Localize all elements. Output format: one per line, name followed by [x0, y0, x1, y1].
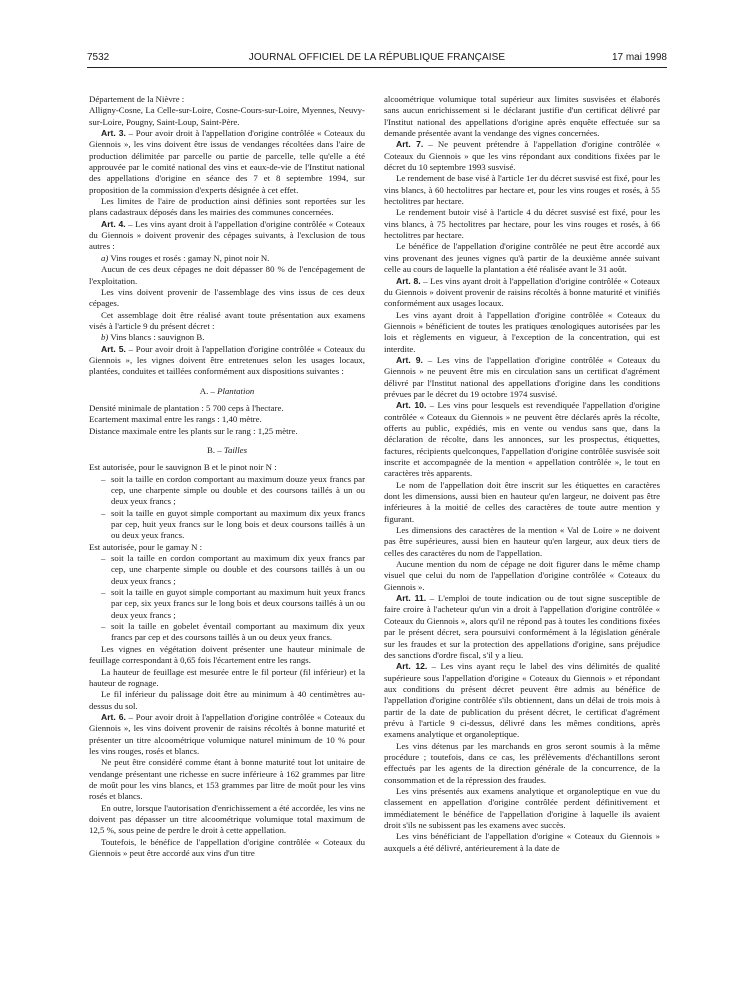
paragraph-text: Ecartement maximal entre les rangs : 1,40 mètre. — [89, 414, 262, 425]
paragraph — [384, 207, 660, 241]
paragraph — [89, 264, 365, 287]
paragraph — [384, 831, 660, 854]
paragraph-text: Le rendement butoir visé à l'article 4 du décret susvisé est fixé, pour les vins blancs, à 75 hectolitres par hectare, pour les vins rouges et rosés, à 66 hectolitres par hectare. — [384, 207, 660, 241]
article-paragraph — [384, 355, 660, 400]
paragraph — [89, 196, 365, 219]
paragraph — [384, 741, 660, 786]
dash-list-item — [89, 587, 365, 621]
paragraph — [89, 757, 365, 802]
article-paragraph — [384, 276, 660, 310]
section-heading — [89, 445, 365, 456]
paragraph — [89, 105, 365, 128]
paragraph-text: Densité minimale de plantation : 5 700 ceps à l'hectare. — [89, 402, 284, 413]
paragraph-text: Les limites de l'aire de production ainsi définies sont reportées sur les plans cadastraux déposés dans les mairies des communes concernées. — [89, 196, 365, 218]
paragraph — [89, 837, 365, 860]
paragraph-text: – Les vins pour lesquels est revendiquée l'appellation d'origine contrôlée « Coteaux du Giennois » ne peuvent être déclarés après la récolte, offerts au public, expédiés, mis en vente ou vendus sans que, dans la déclaration de récolte, dans les annonces, sur les prospectus, étiquettes, factures, récipients quelconques, l'appellation d'origine contrôlée susvisée soit inscrite et accompagnée de la mention « appellation contrôlée », le tout en caractères très apparents. — [384, 400, 660, 479]
heading-text: Plantation — [217, 385, 255, 396]
heading-prefix: A. – — [199, 385, 218, 396]
journal-title: JOURNAL OFFICIEL DE LA RÉPUBLIQUE FRANÇAISE — [248, 52, 506, 63]
paragraph-text: Le nom de l'appellation doit être inscrit sur les étiquettes en caractères dont les dimensions, aussi bien en hauteur qu'en largeur, ne doivent pas être inférieures à la moitié de celles des caractères de toute autre mention y figurant. — [384, 479, 660, 524]
article-paragraph — [384, 139, 660, 173]
article-paragraph — [89, 712, 365, 757]
paragraph-text: Aucune mention du nom de cépage ne doit figurer dans le même champ visuel que celui du nom de l'appellation d'origine contrôlée « Coteaux du Giennois ». — [384, 559, 660, 592]
paragraph-text: Aucun de ces deux cépages ne doit dépasser 80 % de l'encépagement de l'exploitation. — [89, 264, 365, 286]
paragraph — [89, 667, 365, 690]
paragraph-text: Vins blancs : sauvignon B. — [108, 332, 205, 343]
section-heading — [89, 386, 365, 397]
paragraph-text: Les dimensions des caractères de la mention « Val de Loire » ne doivent pas être supérieures, aussi bien en hauteur qu'en largeur, aux deux tiers de celles des caractères du nom de l'appellation. — [384, 525, 660, 558]
paragraph-text: La hauteur de feuillage est mesurée entre le fil porteur (fil inférieur) et la hauteur de rognage. — [89, 666, 365, 688]
paragraph-text: Ne peut être considéré comme étant à bonne maturité tout lot unitaire de vendange présentant une richesse en sucre inférieure à 162 grammes par litre de moût pour les vins blancs, et 153 grammes par litre de moût pour les vins rosés et blancs. — [89, 757, 365, 802]
paragraph-text: – Ne peuvent prétendre à l'appellation d'origine contrôlée « Coteaux du Giennois » que les vins répondant aux conditions fixées par le décret du 10 septembre 1993 susvisé. — [384, 139, 660, 173]
paragraph-text: – Les vins ayant reçu le label des vins délimités de qualité supérieure sous l'appellation d'origine « Coteaux du Giennois » et répondant aux conditions du présent décret peuvent être admis au bénéfice de l'appellation d'origine contrôlée s'ils obtiennent, dans un délai de trois mois à partir de la date de publication du présent décret, le certificat d'agrément prévu à l'article 9 ci-dessus, délivré dans les mêmes conditions, après examens analytique et organoleptique. — [384, 661, 660, 740]
article-paragraph — [89, 219, 365, 253]
article-paragraph — [384, 593, 660, 661]
paragraph — [384, 559, 660, 593]
paragraph-text: – Pour avoir droit à l'appellation d'origine contrôlée « Coteaux du Giennois », les vignes doivent être entretenues selon les usages locaux, plantées, conduites et taillées conformément aux dispositions suivantes : — [89, 343, 365, 377]
paragraph — [89, 287, 365, 310]
paragraph — [89, 94, 365, 105]
article-number: Art. 5. — [101, 343, 126, 354]
dash-list-item — [89, 553, 365, 587]
paragraph-text: Les vins bénéficiant de l'appellation d'origine « Coteaux du Giennois » auxquels a été délivré, antérieurement à la date de — [384, 831, 660, 853]
paragraph-text: – Les vins ayant droit à l'appellation d'origine contrôlée « Coteaux du Giennois » doivent provenir des cépages suivants, à l'exclusion de tous autres : — [89, 218, 366, 252]
paragraph-text: soit la taille en cordon comportant au maximum douze yeux francs par cep, une charpente simple ou double et des coursons taillés à un ou deux yeux francs ; — [111, 473, 365, 507]
paragraph-text: soit la taille en gobelet éventail comportant au maximum dix yeux francs par cep et des coursons taillés à un ou deux yeux francs. — [111, 621, 365, 643]
paragraph-text: Toutefois, le bénéfice de l'appellation d'origine contrôlée « Coteaux du Giennois » peut être accordé aux vins d'un titre — [89, 836, 365, 858]
article-number: Art. 9. — [396, 354, 423, 365]
article-paragraph — [384, 661, 660, 740]
page-header — [87, 52, 667, 66]
paragraph-text: – L'emploi de toute indication ou de tout signe susceptible de faire croire à l'acheteur qu'un vin a droit à l'appellation d'origine contrôlée « Coteaux du Giennois », alors qu'il ne répond pas à toutes les conditions fixées par le présent décret, sera poursuivi conformément à la législation générale sur les fraudes et sur la protection des appellations d'origine, sans préjudice des sanctions d'ordre fiscal, s'il y a lieu. — [384, 593, 660, 660]
paragraph — [384, 525, 660, 559]
article-number: Art. 7. — [396, 139, 424, 150]
heading-text: Tailles — [223, 444, 248, 455]
paragraph — [89, 462, 365, 473]
paragraph — [89, 426, 365, 437]
right-column — [384, 94, 660, 854]
paragraph — [384, 173, 660, 207]
list-marker: b) — [101, 332, 109, 343]
paragraph-text: Les vins détenus par les marchands en gros seront soumis à la même procédure ; toutefois, dans ce cas, les prélèvements d'échantillons seront effectués par les agents de la direction générale de la concurrence, de la consommation et de la répression des fraudes. — [384, 740, 660, 785]
paragraph — [89, 644, 365, 667]
paragraph-text: Les vignes en végétation doivent présenter une hauteur minimale de feuillage correspondant à 0,65 fois l'écartement entre les rangs. — [89, 643, 365, 666]
paragraph — [384, 241, 660, 275]
paragraph-text: Les vins présentés aux examens analytique et organoleptique en vue du classement en appellation d'origine contrôlée perdent définitivement et immédiatement le bénéfice de l'appellation d'origine à laquelle ils avaient droit s'ils ne subissent pas les examens avec succès. — [384, 785, 660, 830]
paragraph-text: soit la taille en guyot simple comportant au maximum dix yeux francs par cep, huit yeux francs sur le long bois et deux coursons taillés à un ou deux yeux francs. — [111, 507, 365, 541]
paragraph-text: Le bénéfice de l'appellation d'origine contrôlée ne peut être accordé aux vins provenant des jeunes vignes qu'à partir de la deuxième année suivant celle au cours de laquelle la plantation a été réalisée avant le 31 août. — [384, 241, 660, 275]
article-paragraph — [89, 344, 365, 378]
paragraph-text: – Pour avoir droit à l'appellation d'origine contrôlée « Coteaux du Giennois », les vins doivent provenir de raisins récoltés à bonne maturité et présenter un titre alcoométrique volumique naturel minimum de 10 % pour les vins rouges, rosés et blancs. — [89, 711, 365, 756]
paragraph-text: Vins rouges et rosés : gamay N, pinot noir N. — [108, 252, 270, 263]
paragraph-text: – Pour avoir droit à l'appellation d'origine contrôlée « Coteaux du Giennois », les vins doivent être issus de vendanges récoltées dans l'aire de production délimitée par parcelle ou partie de parcelle, telle qu'elle a été approuvée par le comité national des vins et eaux-de-vie de l'Institut national des appellations d'origine en séance des 7 et 8 septembre 1994, sur proposition de la commission d'experts désignée à cet effet. — [89, 128, 365, 195]
paragraph — [89, 310, 365, 333]
paragraph — [89, 689, 365, 712]
paragraph — [384, 480, 660, 525]
paragraph-text: Les vins doivent provenir de l'assemblage des vins issus de ces deux cépages. — [89, 286, 365, 309]
paragraph-text: soit la taille en guyot simple comportant au maximum huit yeux francs par cep, six yeux francs sur le long bois et deux coursons taillés à un ou deux yeux francs ; — [111, 587, 365, 620]
dash-list-item — [89, 508, 365, 542]
article-paragraph — [384, 400, 660, 479]
list-item — [89, 332, 365, 343]
paragraph — [89, 803, 365, 837]
article-paragraph — [89, 128, 365, 196]
list-marker: a) — [101, 252, 109, 263]
paragraph — [89, 414, 365, 425]
paragraph-text: – Les vins ayant droit à l'appellation d'origine contrôlée « Coteaux du Giennois » doivent provenir de raisins récoltés à bonne maturité et vinifiés conformément aux usages locaux. — [384, 275, 661, 309]
paragraph-text: – Les vins de l'appellation d'origine contrôlée « Coteaux du Giennois » ne peuvent être mis en circulation sans un certificat d'agrément délivré par l'Institut national des appellations d'origine dans les conditions prévues par le décret du 19 octobre 1974 susvisé. — [384, 354, 661, 399]
issue-date: 17 mai 1998 — [611, 52, 667, 63]
paragraph-text: Alligny-Cosne, La Celle-sur-Loire, Cosne-Cours-sur-Loire, Myennes, Neuvy-sur-Loire, Pougny, Saint-Loup, Saint-Père. — [89, 105, 365, 127]
article-number: Art. 11. — [396, 593, 427, 604]
paragraph — [384, 310, 660, 355]
paragraph-text: Département de la Nièvre : — [89, 94, 185, 104]
paragraph-text: Est autorisée, pour le sauvignon B et le pinot noir N : — [89, 462, 277, 473]
paragraph-text: Est autorisée, pour le gamay N : — [89, 541, 203, 552]
heading-prefix: B. – — [206, 444, 224, 455]
article-number: Art. 8. — [396, 275, 421, 286]
paragraph — [384, 786, 660, 831]
list-item — [89, 253, 365, 264]
article-number: Art. 6. — [101, 711, 126, 722]
paragraph-text: Le rendement de base visé à l'article 1er du décret susvisé est fixé, pour les vins blancs, à 60 hectolitres par hectare et, pour les vins rouges et rosés, à 55 hectolitres par hectare. — [384, 173, 660, 207]
paragraph-text: alcoométrique volumique total supérieur aux limites susvisées et élaborés sans aucun enrichissement si le déclarant justifie d'un certificat délivré par l'Institut national des appellations d'origine après enquête effectuée sur sa demande présentée avant la vendange des vignes concernées. — [384, 94, 660, 139]
paragraph-text: Distance maximale entre les plants sur le rang : 1,25 mètre. — [89, 425, 298, 436]
paragraph — [384, 94, 660, 139]
left-column — [89, 94, 365, 859]
article-number: Art. 4. — [101, 218, 126, 229]
paragraph-text: Cet assemblage doit être réalisé avant toute présentation aux examens visés à l'article 9 du présent décret : — [89, 309, 365, 331]
dash-list-item — [89, 474, 365, 508]
article-number: Art. 3. — [101, 128, 126, 139]
paragraph-text: En outre, lorsque l'autorisation d'enrichissement a été accordée, les vins ne doivent pas dépasser un titre alcoométrique volumique total maximum de 12,5 %, sous peine de perdre le droit à cette appellation. — [89, 802, 365, 836]
paragraph-text: Le fil inférieur du palissage doit être au minimum à 40 centimètres au-dessus du sol. — [89, 689, 365, 711]
paragraph-text: Les vins ayant droit à l'appellation d'origine contrôlée « Coteaux du Giennois » bénéficient de toutes les pratiques œnologiques autorisées par les lois et règlements en vigueur, à l'exception de la concentration, qui est interdite. — [384, 309, 660, 354]
header-rule — [87, 67, 667, 68]
dash-list-item — [89, 621, 365, 644]
paragraph — [89, 403, 365, 414]
article-number: Art. 12. — [396, 661, 428, 672]
page-number: 7532 — [87, 52, 110, 63]
article-number: Art. 10. — [396, 400, 427, 411]
paragraph — [89, 542, 365, 553]
paragraph-text: soit la taille en cordon comportant au maximum dix yeux francs par cep, une charpente simple ou double et des coursons taillés à un ou deux yeux francs ; — [111, 553, 365, 586]
